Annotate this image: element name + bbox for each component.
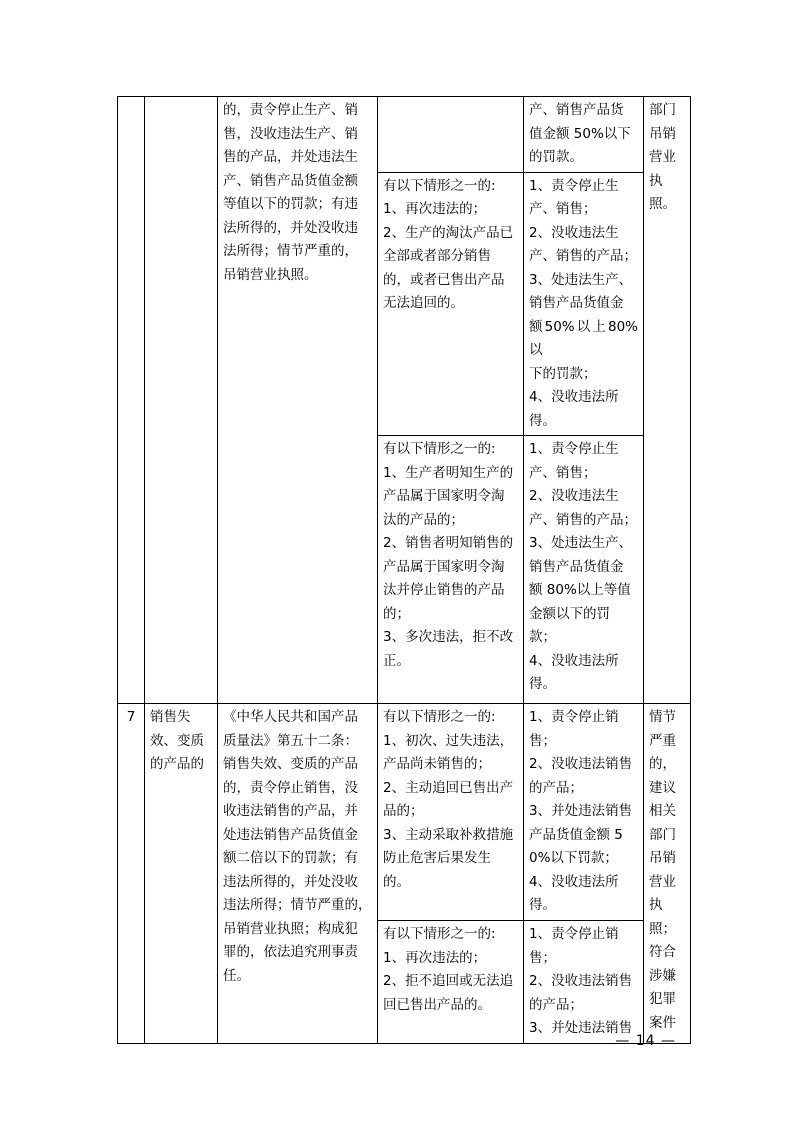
penalty-cell: 1、责令停止销 售； 2、没收违法销售 的产品； 3、并处违法销售 产品货值金额 5 0%以下罚款； 4、没收违法所 得。 — [524, 704, 644, 921]
penalty-cell: 1、责令停止生 产、销售； 2、没收违法生 产、销售的产品； 3、处违法生产、 销售产品货值金 额50%以上80%以 下的罚款； 4、没收违法所 得。 — [524, 172, 644, 436]
condition-cell: 有以下情形之一的: 1、再次违法的； 2、生产的淘汰产品已 全部或者部分销售 的，或者已售出产品 无法追回的。 — [378, 172, 524, 436]
penalty-cell: 产、销售产品货 值金额 50%以下 的罚款。 — [524, 97, 644, 173]
number-cell — [118, 97, 145, 704]
law-text-cell: 《中华人民共和国产品 质量法》第五十二条： 销售失效、变质的产品 的，责令停止销售，没 收违法销售的产品，并 处违法销售产品货值金 额二倍以下的罚款；有 违法所得的，并处没收 违法所得；情节严重的， 吊销营业执照；构成犯 罪的，依法追究刑事责 任。 — [218, 704, 378, 1044]
item-cell: 销售失 效、变质 的产品的 — [145, 704, 218, 1044]
penalty-cell: 1、责令停止销 售； 2、没收违法销售 的产品； 3、并处违法销售 — [524, 921, 644, 1044]
condition-cell: 有以下情形之一的: 1、再次违法的； 2、拒不追回或无法追 回已售出产品的。 — [378, 921, 524, 1044]
number-cell: 7 — [118, 704, 145, 1044]
table-row — [118, 704, 691, 921]
table-row — [118, 97, 691, 173]
note-cell: 部门 吊销 营业 执 照。 — [644, 97, 691, 704]
item-cell — [145, 97, 218, 704]
note-cell: 情节 严重 的， 建议 相关 部门 吊销 营业 执 照； 符合 涉嫌 犯罪 案件 — [644, 704, 691, 1044]
condition-cell: 有以下情形之一的: 1、初次、过失违法， 产品尚未销售的； 2、主动追回已售出产 品的； 3、主动采取补救措施 防止危害后果发生 的。 — [378, 704, 524, 921]
condition-cell — [378, 97, 524, 173]
penalty-cell: 1、责令停止生 产、销售； 2、没收违法生 产、销售的产品； 3、处违法生产、 销售产品货值金 额 80%以上等值 金额以下的罚 款； 4、没收违法所 得。 — [524, 436, 644, 704]
page-number: — 14 — — [615, 1033, 676, 1049]
law-text-cell: 的，责令停止生产、销 售，没收违法生产、销 售的产品，并处违法生 产、销售产品货值金额 等值以下的罚款；有违 法所得的，并处没收违 法所得；情节严重的， 吊销营业执照。 — [218, 97, 378, 704]
condition-cell: 有以下情形之一的: 1、生产者明知生产的 产品属于国家明令淘 汰的产品的； 2、销售者明知销售的 产品属于国家明令淘 汰并停止销售的产品 的； 3、多次违法，拒不改 正。 — [378, 436, 524, 704]
penalty-standards-table — [117, 96, 691, 1044]
